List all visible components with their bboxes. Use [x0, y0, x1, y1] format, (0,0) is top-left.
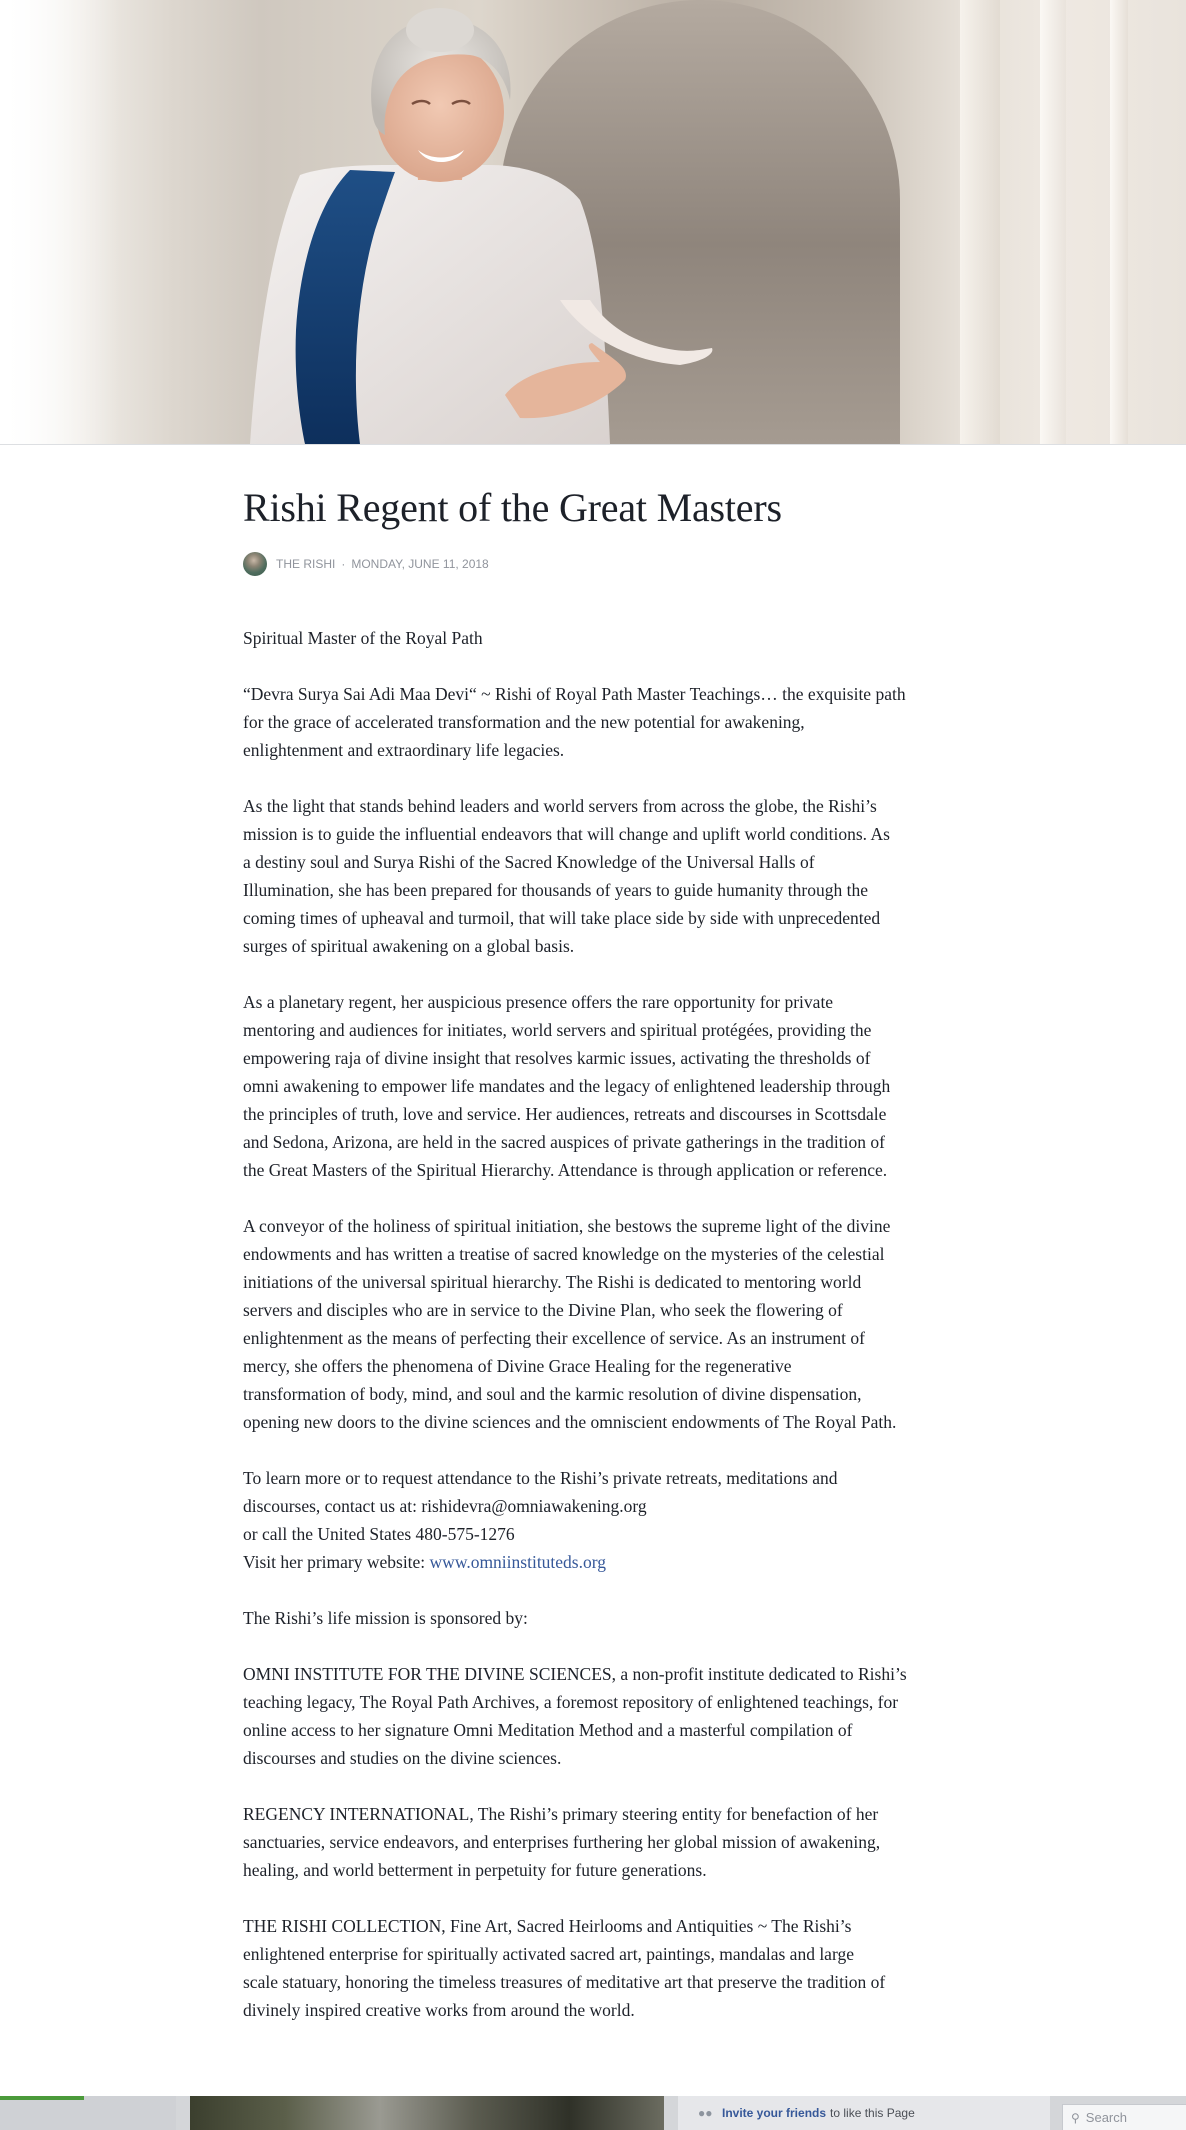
underlying-left-column: [0, 2096, 176, 2130]
paragraph: [243, 988, 953, 1184]
publish-date[interactable]: MONDAY, JUNE 11, 2018: [351, 557, 489, 571]
avatar[interactable]: [243, 552, 267, 576]
sponsor-paragraph: [243, 1912, 953, 2024]
text-line: sanctuaries, service endeavors, and enterprises furthering her global mission of awakening,: [243, 1832, 881, 1852]
text-line: the principles of truth, love and service. Her audiences, retreats and discourses in Scottsdale: [243, 1104, 887, 1124]
text-line: mentoring and audiences for initiates, world servers and spiritual protégées, providing the: [243, 1020, 872, 1040]
text-line: REGENCY INTERNATIONAL, The Rishi’s primary steering entity for benefaction of her: [243, 1804, 879, 1824]
text-line: servers and disciples who are in service to the Divine Plan, who seek the flowering of: [243, 1300, 843, 1320]
text-line: the Great Masters of the Spiritual Hierarchy. Attendance is through application or reference.: [243, 1160, 888, 1180]
text-line: transformation of body, mind, and soul and the karmic resolution of divine dispensation,: [243, 1384, 862, 1404]
text-line: To learn more or to request attendance to the Rishi’s private retreats, meditations and: [243, 1468, 838, 1488]
sponsors-intro: The Rishi’s life mission is sponsored by:: [243, 1608, 528, 1628]
text-line: and Sedona, Arizona, are held in the sacred auspices of private gatherings in the tradition of: [243, 1132, 885, 1152]
article-body: [243, 624, 953, 2024]
paragraph: [243, 1604, 953, 1632]
text-line: mission is to guide the influential endeavors that will change and uplift world conditions. As: [243, 824, 890, 844]
cover-photo-figure: [0, 0, 1186, 444]
text-line: online access to her signature Omni Meditation Method and a masterful compilation of: [243, 1720, 853, 1740]
text-line: OMNI INSTITUTE FOR THE DIVINE SCIENCES, a non-profit institute dedicated to Rishi’s: [243, 1664, 907, 1684]
website-line: [243, 1548, 953, 1576]
text-line: enlightened enterprise for spiritually activated sacred art, paintings, mandalas and large: [243, 1944, 854, 1964]
invite-friends-card: [678, 2096, 1050, 2130]
text-line: A conveyor of the holiness of spiritual initiation, she bestows the supreme light of the divine: [243, 1216, 891, 1236]
contact-paragraph: [243, 1464, 953, 1576]
text-line: Spiritual Master of the Royal Path: [243, 628, 483, 648]
text-line: divinely inspired creative works from around the world.: [243, 2000, 635, 2020]
text-line: a destiny soul and Surya Rishi of the Sacred Knowledge of the Universal Halls of: [243, 852, 815, 872]
sponsor-paragraph: [243, 1660, 953, 1772]
contact-phone-line: or call the United States 480-575-1276: [243, 1524, 515, 1544]
paragraph: [243, 680, 953, 764]
text-line: Illumination, she has been prepared for thousands of years to guide humanity through the: [243, 880, 868, 900]
accent-strip: [0, 2096, 84, 2100]
text-line: healing, and world betterment in perpetuity for future generations.: [243, 1860, 707, 1880]
sponsor-paragraph: [243, 1800, 953, 1884]
paragraph: [243, 624, 953, 652]
paragraph: [243, 1212, 953, 1436]
invite-friends-text: to like this Page: [830, 2106, 915, 2120]
text-line: coming times of upheaval and turmoil, that will take place side by side with unprecedented: [243, 908, 881, 928]
text-line: teaching legacy, The Royal Path Archives, a foremost repository of enlightened teachings, for: [243, 1692, 899, 1712]
text-line: scale statuary, honoring the timeless treasures of meditative art that preserve the tradition of: [243, 1972, 886, 1992]
text-line: “Devra Surya Sai Adi Maa Devi“ ~ Rishi of Royal Path Master Teachings… the exquisite path: [243, 684, 906, 704]
page-title: Rishi Regent of the Great Masters: [243, 485, 782, 530]
text-line: initiations of the universal spiritual hierarchy. The Rishi is dedicated to mentoring world: [243, 1272, 862, 1292]
search-placeholder: Search: [1085, 2110, 1127, 2125]
byline: [243, 550, 953, 578]
friends-icon: ●●: [698, 2106, 713, 2120]
text-line: omni awakening to empower life mandates and the legacy of enlightened leadership through: [243, 1076, 891, 1096]
search-icon: ⚲: [1071, 2110, 1080, 2125]
text-line: surges of spiritual awakening on a global basis.: [243, 936, 575, 956]
cover-photo: [0, 0, 1186, 444]
cover-divider: [0, 444, 1186, 445]
search-input[interactable]: [1062, 2104, 1186, 2130]
text-line: enlightenment as the means of perfecting their excellence of service. As an instrument of: [243, 1328, 865, 1348]
text-line: enlightenment and extraordinary life legacies.: [243, 740, 565, 760]
text-line: THE RISHI COLLECTION, Fine Art, Sacred Heirlooms and Antiquities ~ The Rishi’s: [243, 1916, 852, 1936]
note-article: [243, 478, 953, 2052]
text-line: opening new doors to the divine sciences and the omniscient endowments of The Royal Path.: [243, 1412, 897, 1432]
underlying-post-photo[interactable]: [190, 2096, 664, 2130]
author-name[interactable]: THE RISHI: [276, 557, 336, 571]
text-line: for the grace of accelerated transformation and the new potential for awakening,: [243, 712, 805, 732]
contact-email-line: discourses, contact us at: rishidevra@omniawakening.org: [243, 1496, 647, 1516]
website-label: Visit her primary website:: [243, 1552, 430, 1572]
text-line: endowments and has written a treatise of sacred knowledge on the mysteries of the celestial: [243, 1244, 885, 1264]
text-line: As the light that stands behind leaders and world servers from across the globe, the Rishi’s: [243, 796, 877, 816]
paragraph: [243, 792, 953, 960]
website-link[interactable]: www.omniinstituteds.org: [429, 1552, 607, 1572]
invite-friends-link[interactable]: Invite your friends: [722, 2106, 827, 2120]
text-line: discourses and studies on the divine sciences.: [243, 1748, 562, 1768]
text-line: As a planetary regent, her auspicious presence offers the rare opportunity for private: [243, 992, 834, 1012]
byline-separator: ·: [341, 557, 346, 571]
text-line: mercy, she offers the phenomena of Divine Grace Healing for the regenerative: [243, 1356, 792, 1376]
text-line: empowering raja of divine insight that resolves karmic issues, activating the thresholds of: [243, 1048, 871, 1068]
